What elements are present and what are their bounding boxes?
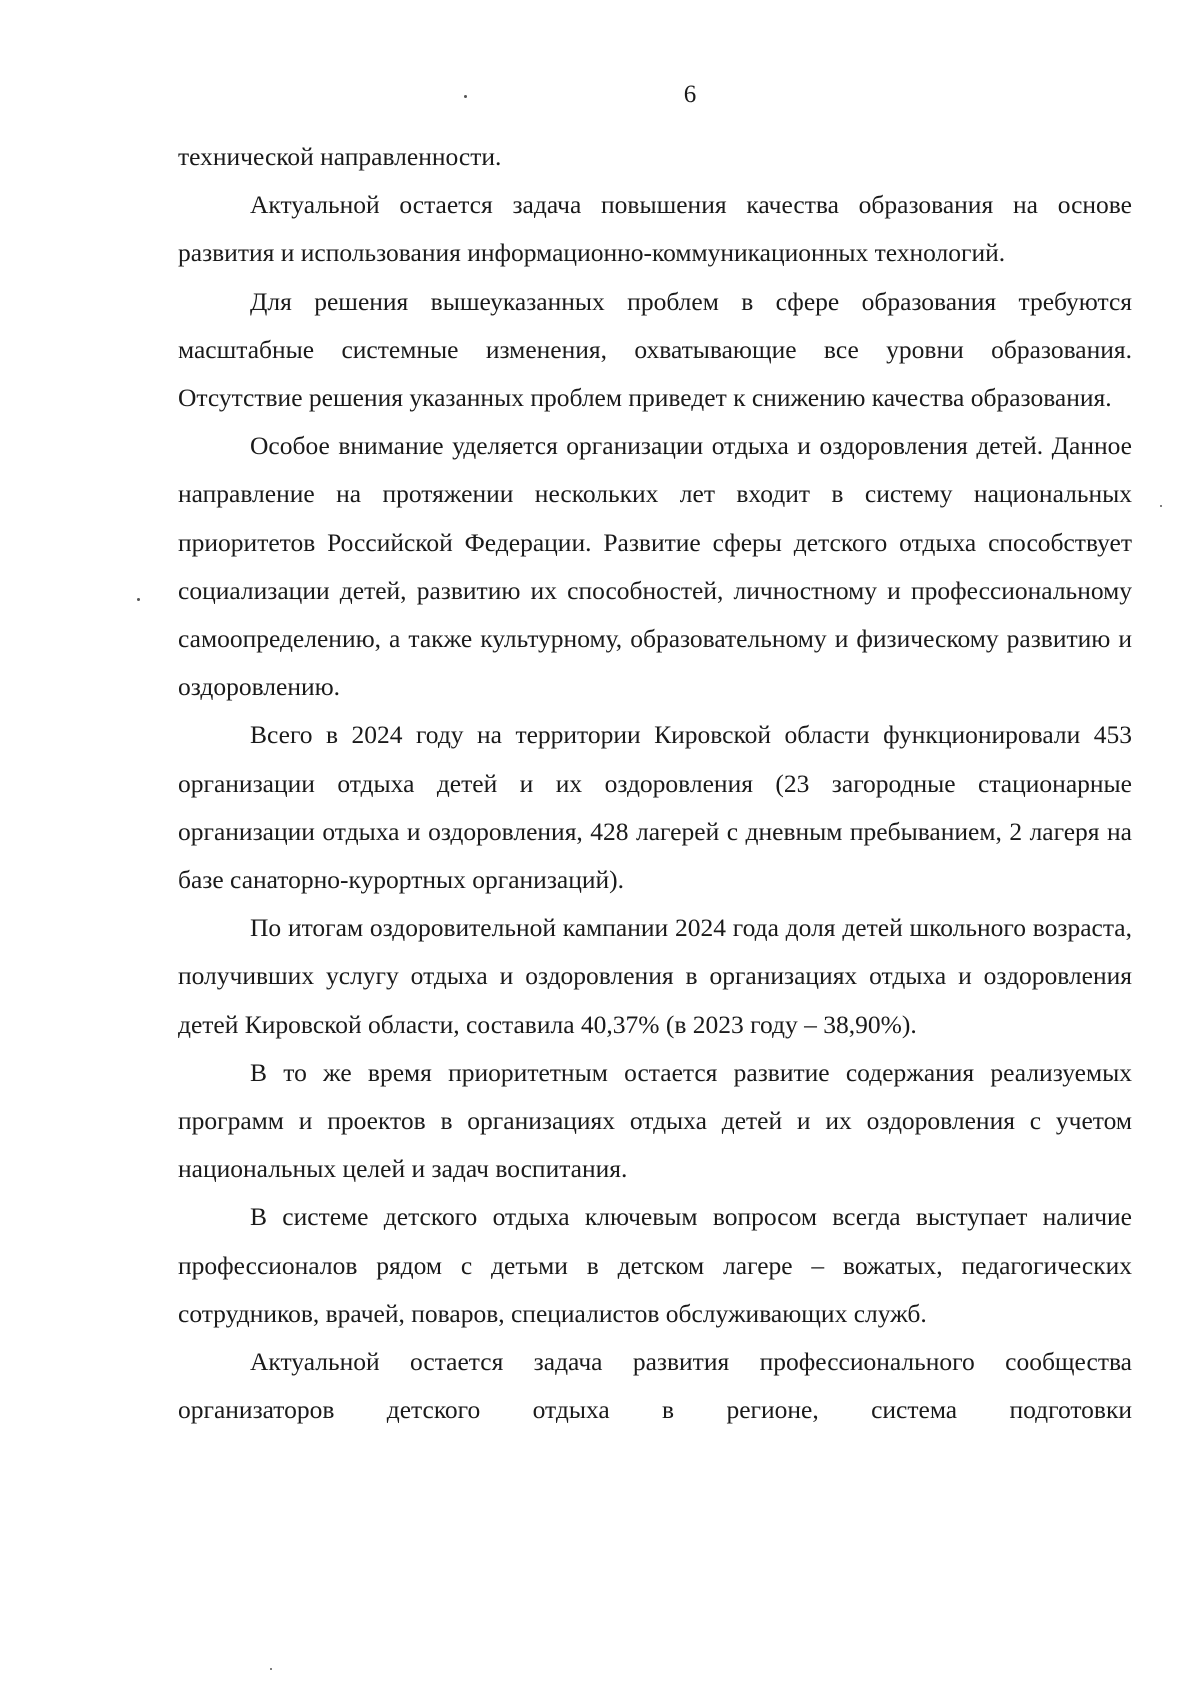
scan-speck: [464, 95, 467, 98]
scan-speck: [137, 598, 140, 601]
scan-speck: [1160, 505, 1162, 507]
paragraph-children-recreation: Особое внимание уделяется организации отдыха и оздоровления детей. Данное направление на протяжении нескольких лет входит в систему национальных приоритетов Российской Федерации. Развитие сферы детского отдыха способствует социализации детей, развитию их способностей, личностному и профессиональному самоопределению, а также культурному, образовательному и физическому развитию и оздоровлению.: [178, 431, 1132, 702]
scan-speck: [270, 1668, 272, 1670]
paragraph-program-priorities: В то же время приоритетным остается развитие содержания реализуемых программ и проектов в организациях отдыха детей и их оздоровления с учетом национальных целей и задач воспитания.: [178, 1057, 1132, 1184]
paragraph-organizations-count: Всего в 2024 году на территории Кировской области функционировали 453 организации отдыха детей и их оздоровления (23 загородные стационарные организации отдыха и оздоровления, 428 лагерей с дневным пребыванием, 2 лагеря на базе санаторно-курортных организаций).: [178, 720, 1132, 895]
paragraph-system-changes: Для решения вышеуказанных проблем в сфере образования требуются масштабные системные изменения, охватывающие все уровни образования. Отсутствие решения указанных проблем приведет к снижению качества образования.: [178, 286, 1132, 413]
paragraph-professional-community: Актуальной остается задача развития профессионального сообщества организаторов детского отдыха в регионе, система подготовки: [178, 1347, 1132, 1425]
paragraph-ict-education: Актуальной остается задача повышения качества образования на основе развития и использования информационно-коммуникационных технологий.: [178, 190, 1132, 268]
paragraph-continuation: технической направленности.: [178, 142, 502, 171]
paragraph-campaign-results: По итогам оздоровительной кампании 2024 года доля детей школьного возраста, получивших услугу отдыха и оздоровления в организациях отдыха и оздоровления детей Кировской области, составила 40,37% (в 2023 году – 38,90%).: [178, 913, 1132, 1039]
document-body: [178, 133, 1132, 1434]
page-number: 6: [683, 81, 697, 108]
paragraph-professionals: В системе детского отдыха ключевым вопросом всегда выступает наличие профессионалов рядом с детьми в детском лагере – вожатых, педагогических сотрудников, врачей, поваров, специалистов обслуживающих служб.: [178, 1202, 1132, 1328]
